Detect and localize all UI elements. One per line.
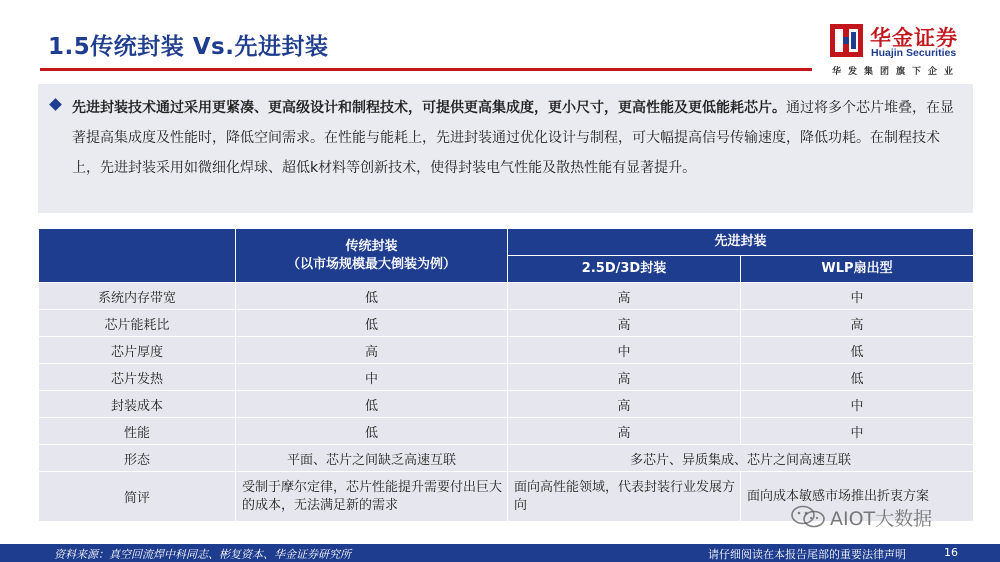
header-wlp: WLP扇出型: [741, 256, 974, 283]
cell-25d3d: 高: [508, 391, 741, 418]
intro-box: [38, 84, 973, 213]
table-row: [39, 445, 974, 472]
cell-wlp: 中: [741, 283, 974, 310]
cell-wlp: 高: [741, 310, 974, 337]
cell-25d3d: 高: [508, 310, 741, 337]
title-divider: [40, 68, 812, 71]
cell-25d3d: 高: [508, 283, 741, 310]
header-traditional-line2: （以市场规模最大倒装为例）: [286, 256, 456, 272]
company-logo: [830, 22, 980, 80]
table-row: [39, 391, 974, 418]
footer-bar: [0, 544, 1000, 562]
cell-traditional: 高: [236, 337, 508, 364]
cell-traditional: 受制于摩尔定律，芯片性能提升需要付出巨大的成本，无法满足新的需求: [236, 472, 508, 522]
row-label: 形态: [39, 445, 236, 472]
cell-wlp: 中: [741, 418, 974, 445]
footer-source: 资料来源：真空回流焊中科同志、彬复资本、华金证券研究所: [54, 548, 351, 561]
cell-25d3d: 面向高性能领域，代表封装行业发展方向: [508, 472, 741, 522]
cell-wlp: 面向成本敏感市场推出折衷方案: [741, 472, 974, 522]
header-25d3d: 2.5D/3D封装: [508, 256, 741, 283]
header-advanced: 先进封装: [508, 229, 974, 256]
cell-wlp: 中: [741, 391, 974, 418]
cell-traditional: 低: [236, 391, 508, 418]
wechat-icon: [790, 505, 826, 529]
cell-25d3d: 高: [508, 418, 741, 445]
logo-tagline: 华发集团旗下企业: [832, 67, 961, 77]
header-traditional: [236, 229, 508, 283]
logo-name-en: Huajin Securities: [871, 47, 957, 59]
table-row: [39, 283, 974, 310]
footer-disclaimer: 请仔细阅读在本报告尾部的重要法律声明: [708, 548, 906, 561]
page-number: 16: [944, 546, 958, 559]
table-row: [39, 337, 974, 364]
cell-wlp: 低: [741, 337, 974, 364]
cell-traditional: 低: [236, 418, 508, 445]
page-title: 1.5传统封装 Vs.先进封装: [48, 34, 329, 60]
row-label: 芯片厚度: [39, 337, 236, 364]
cell-traditional: 中: [236, 364, 508, 391]
cell-25d3d: 中: [508, 337, 741, 364]
row-label: 芯片能耗比: [39, 310, 236, 337]
row-label: 系统内存带宽: [39, 283, 236, 310]
header-blank-cell: [39, 229, 236, 283]
cell-traditional: 低: [236, 310, 508, 337]
cell-traditional: 平面、芯片之间缺乏高速互联: [236, 445, 508, 472]
diamond-bullet-icon: [49, 98, 62, 111]
cell-advanced-merged: 多芯片、异质集成、芯片之间高速互联: [508, 445, 974, 472]
logo-name-cn: 华金证券: [870, 26, 958, 50]
row-label: 简评: [39, 472, 236, 522]
intro-text: 通过将多个芯片堆叠，在显著提高集成度及性能时，降低空间需求。在性能与能耗上，先进封装通过优化设计与制程，可大幅提高信号传输速度，降低功耗。在制程技术上，先进封装采用如微细化焊球、超低k材料等创新技术，使得封装电气性能及散热性能有显著提升。: [72, 100, 954, 176]
cell-traditional: 低: [236, 283, 508, 310]
comparison-table: [38, 228, 974, 522]
cell-25d3d: 高: [508, 364, 741, 391]
table-row: [39, 418, 974, 445]
row-label: 芯片发热: [39, 364, 236, 391]
table-row: [39, 364, 974, 391]
intro-bold-text: 先进封装技术通过采用更紧凑、更高级设计和制程技术，可提供更高集成度，更小尺寸，更高性能及更低能耗芯片。: [72, 100, 786, 116]
huajin-logo-icon: [830, 24, 863, 57]
watermark-text: AIOT大数据: [830, 508, 933, 530]
cell-wlp: 低: [741, 364, 974, 391]
table-row: [39, 310, 974, 337]
row-label: 封装成本: [39, 391, 236, 418]
row-label: 性能: [39, 418, 236, 445]
header-traditional-line1: 传统封装: [345, 238, 398, 254]
